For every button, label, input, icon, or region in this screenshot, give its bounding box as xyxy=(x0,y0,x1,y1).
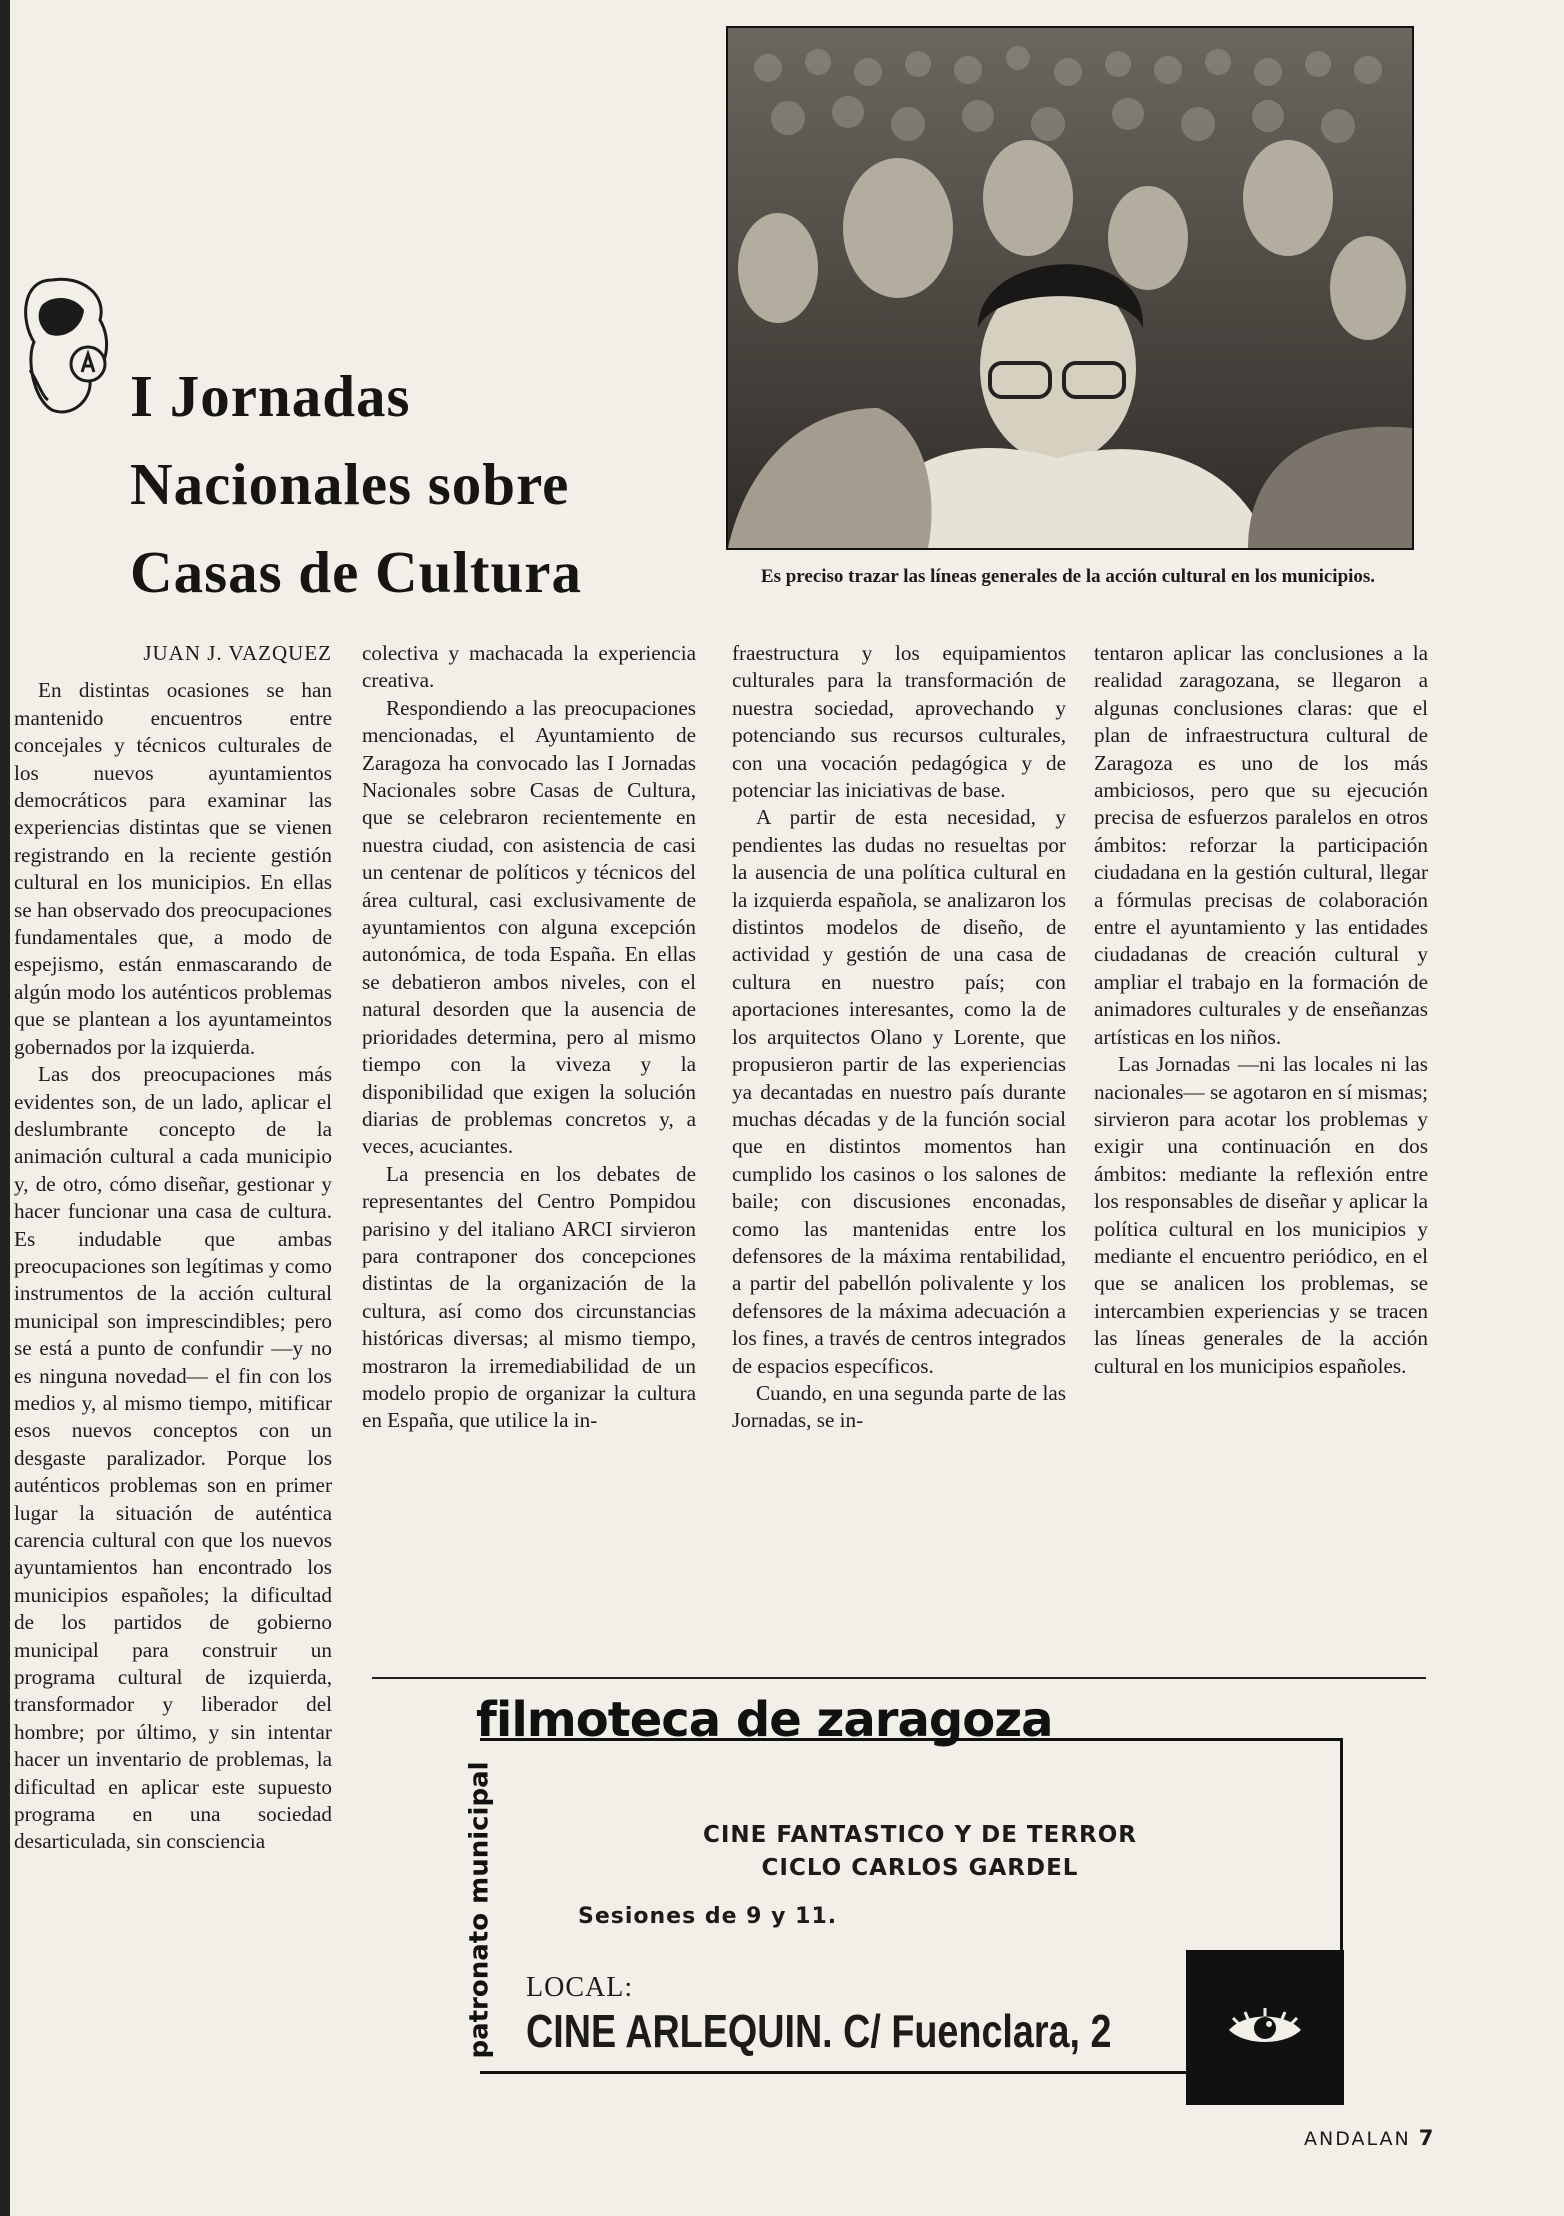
ad-sponsor-text: patronato municipal xyxy=(465,1761,495,2059)
column-3-paragraph-1: fraestructura y los equipamientos culturales para la transformación de nuestra sociedad, aprovechando y potenciando sus recursos culturales, con una vocación pedagógica y de potenciar las iniciativas de base. xyxy=(732,641,1066,803)
eye-icon xyxy=(1225,2006,1305,2050)
headline-line-2: Nacionales sobre xyxy=(130,451,570,517)
ad-program-line-1: CINE FANTASTICO Y DE TERROR xyxy=(702,1822,1138,1848)
article-column-4 xyxy=(1094,640,1428,1380)
column-4-paragraph-2: Las Jornadas —ni las locales ni las nacionales— se agotaron en sí mismas; sirvieron para acotar los problemas y exigir una continuación en dos ámbitos: mediante la reflexión entre los responsables de diseñar y aplicar la política cultural en los municipios y mediante el encuentro periódico, en el que se analicen los problemas, se intercambien experiencias y se tracen las líneas generales de la acción cultural en los municipios españoles. xyxy=(1094,1052,1428,1378)
andalan-logo-icon xyxy=(12,250,122,420)
article-column-1 xyxy=(14,640,332,1856)
column-3-paragraph-3: Cuando, en una segunda parte de las Jornadas, se in- xyxy=(732,1380,1066,1433)
photo-caption: Es preciso trazar las líneas generales de la acción cultural en los municipios. xyxy=(760,566,1376,587)
publication-name: ANDALAN xyxy=(1304,2128,1411,2150)
column-4-paragraph-1: tentaron aplicar las conclusiones a la realidad zaragozana, se llegaron a algunas conclusiones claras: que el plan de infraestructura cultural de Zaragoza es uno de los más ambiciosos, pero que su ejecución precisa de esfuerzos paralelos en otros ámbitos: reforzar la participación ciudadana en la gestión cultural, llegar a fórmulas precisas de colaboración entre el ayuntamiento y las entidades ciudadanas de creación cultural y ampliar el trabajo en la formación de animadores culturales y de enseñanzas artísticas en los niños. xyxy=(1094,641,1428,1049)
column-2-paragraph-2: Respondiendo a las preocupaciones mencionadas, el Ayuntamiento de Zaragoza ha convocado las I Jornadas Nacionales sobre Casas de Cultura, que se celebraron recientemente en nuestra ciudad, con asistencia de casi un centenar de políticos y técnicos del área cultural, casi exclusivamente de ayuntamientos con alguna excepción autonómica, de toda España. En ellas se debatieron ambos niveles, con el natural desorden que la ausencia de prioridades determina, pero al mismo tiempo con la viveza y la disponibilidad que exigen la solución diarias de problemas concretos y, a veces, acuciantes. xyxy=(362,695,696,1159)
column-1-paragraph-2: Las dos preocupaciones más evidentes son, de un lado, aplicar el deslumbrante concepto de la animación cultural a cada municipio y, de otro, cómo diseñar, gestionar y hacer funcionar una casa de cultura. Es indudable que ambas preocupaciones son legítimas y como instrumentos de la acción cultural municipal son imprescindibles; pero se está a punto de confundir —y no es ninguna novedad— el fin con los medios y, al mismo tiempo, mitificar esos nuevos conceptos con un desgaste paralizador. Porque los auténticos problemas son en primer lugar la situación de auténtica carencia cultural con que los nuevos ayuntamientos han encontrado los municipios españoles; la dificultad de los partidos de gobierno municipal para construir un programa cultural de izquierda, transformador y liberador del hombre; por último, y sin intentar hacer un inventario de problemas, la dificultad en aplicar este supuesto programa en una sociedad desarticulada, sin consciencia xyxy=(14,1062,332,1854)
page-number: 7 xyxy=(1418,2126,1436,2150)
ad-program-line-2: CICLO CARLOS GARDEL xyxy=(761,1855,1079,1881)
column-1-paragraph-1: En distintas ocasiones se han mantenido encuentros entre concejales y técnicos culturales de los nuevos ayuntamientos democráticos para examinar las experiencias distintas que se vienen registrando en la reciente gestión cultural en los municipios. En ellas se han observado dos preocupaciones fundamentales que, a modo de espejismo, están enmascarando de algún modo los auténticos problemas que se plantean a los ayuntameintos gobernados por la izquierda. xyxy=(14,678,332,1059)
byline: JUAN J. VAZQUEZ xyxy=(143,641,332,665)
ad-local-value: CINE ARLEQUIN. C/ Fuenclara, 2 xyxy=(526,2005,1112,2057)
ad-sessions: Sesiones de 9 y 11. xyxy=(578,1904,838,1929)
headline-line-1: I Jornadas xyxy=(130,363,411,429)
ad-sponsor-vertical xyxy=(452,1760,508,2060)
crowd-photo-image xyxy=(728,28,1412,548)
section-divider xyxy=(372,1677,1426,1679)
column-2-paragraph-1: colectiva y machacada la experiencia creativa. xyxy=(362,641,696,693)
article-column-2 xyxy=(362,640,696,1435)
column-2-paragraph-3: La presencia en los debates de representantes del Centro Pompidou parisino y del italiano ARCI sirvieron para contraponer dos concepciones distintas de la organización de la cultura, así como dos circunstancias históricas diversas; al mismo tiempo, mostraron la irremediabilidad de un modelo propio de organizar la cultura en España, que utilice la in- xyxy=(362,1161,696,1433)
headline-line-3: Casas de Cultura xyxy=(130,539,582,605)
page-footer xyxy=(1304,2126,1435,2150)
article-column-3 xyxy=(732,640,1066,1435)
ad-local-label: LOCAL: xyxy=(526,1972,634,2003)
ad-eye-panel xyxy=(1186,1950,1344,2105)
ad-title: filmoteca de zaragoza xyxy=(476,1692,1053,1748)
column-3-paragraph-2: A partir de esta necesidad, y pendientes las dudas no resueltas por la ausencia de una política cultural en la izquierda española, se analizaron los distintos modelos de diseño, de actividad y gestión de una casa de cultura en nuestro país; con aportaciones interesantes, como la de los arquitectos Olano y Lorente, que propusieron partir de las experiencias ya decantadas en nuestro país durante muchas décadas y de la función social que en distintos momentos han cumplido los casinos o los salones de baile; con discusiones enconadas, como las mantenidas entre los defensores de la máxima rentabilidad, a partir del pabellón polivalente y los defensores de la máxima adecuación a los fines, a través de centros integrados de espacios específicos. xyxy=(732,805,1066,1378)
page-binding-edge xyxy=(0,0,10,2216)
crowd-photo xyxy=(726,26,1414,550)
article-headline xyxy=(130,352,690,616)
